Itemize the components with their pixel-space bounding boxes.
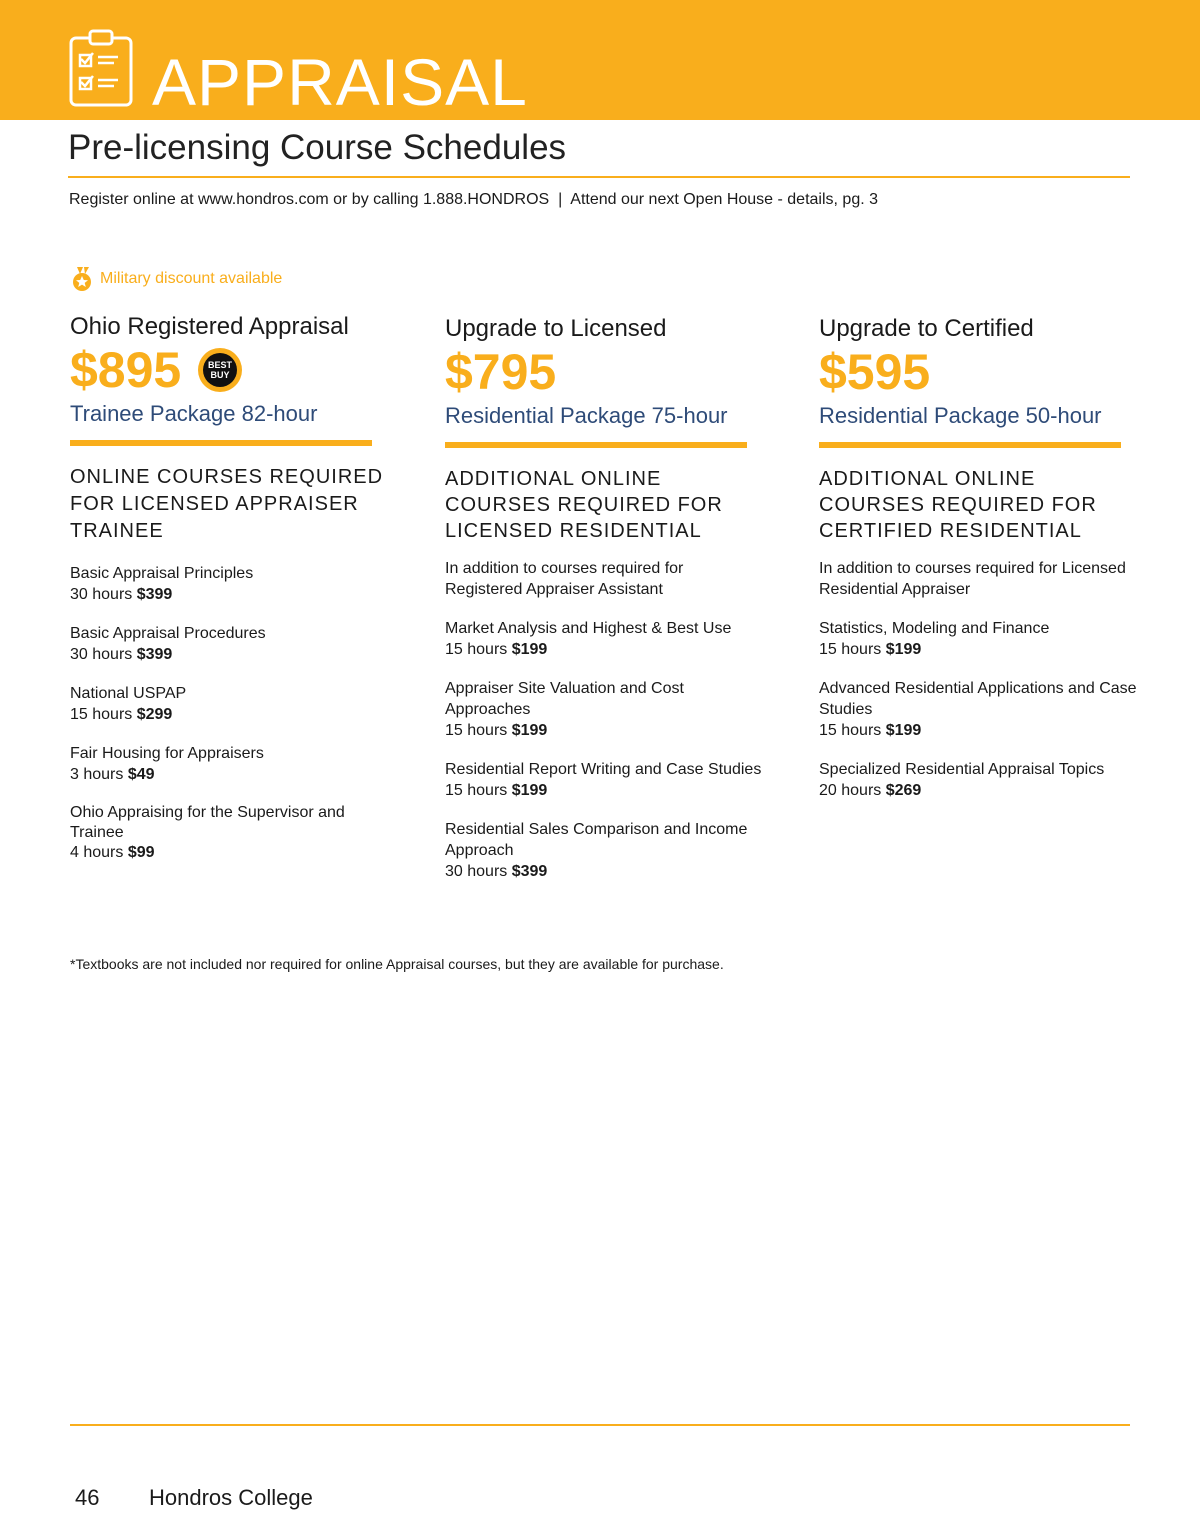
course-price: $399 (511, 863, 548, 880)
page-title: APPRAISAL (152, 45, 528, 119)
course-hours: 15 hours (819, 722, 882, 739)
course-name: Appraiser Site Valuation and Cost Approaches (445, 680, 684, 718)
course-price: $199 (511, 722, 548, 739)
section-subtitle: Pre-licensing Course Schedules (68, 128, 567, 167)
requirements-note: In addition to courses required for Registered Appraiser Assistant (445, 560, 684, 598)
package-column-registered (70, 312, 390, 863)
requirements-note: In addition to courses required for Licensed Residential Appraiser (819, 560, 1126, 598)
course-item (445, 618, 765, 660)
package-title: Ohio Registered Appraisal (70, 313, 349, 340)
divider (68, 176, 1130, 178)
course-hours: 4 hours (70, 844, 124, 861)
course-price: $399 (136, 586, 173, 603)
course-name: Basic Appraisal Principles (70, 565, 254, 582)
best-buy-badge (197, 347, 243, 393)
requirements-heading: ONLINE COURSES REQUIRED FOR LICENSED APPRAISER TRAINEE (70, 466, 384, 542)
clipboard-checklist-icon (68, 28, 134, 108)
package-divider (70, 440, 372, 446)
course-hours: 15 hours (819, 641, 882, 658)
package-divider (819, 442, 1121, 448)
course-name: Specialized Residential Appraisal Topics (819, 761, 1105, 778)
course-name: Advanced Residential Applications and Case Studies (819, 680, 1137, 718)
course-name: National USPAP (70, 685, 187, 702)
price-row (70, 344, 390, 396)
course-price: $269 (885, 782, 922, 799)
price-row (819, 346, 1139, 398)
course-name: Market Analysis and Highest & Best Use (445, 620, 732, 637)
page-number: 46 (75, 1485, 100, 1510)
course-price: $399 (136, 646, 173, 663)
military-badge-icon (70, 266, 94, 292)
course-name: Ohio Appraising for the Supervisor and Trainee (70, 804, 345, 841)
package-column-licensed (445, 314, 765, 882)
footer-college: Hondros College (149, 1485, 313, 1510)
course-hours: 15 hours (445, 641, 508, 658)
price-row (445, 346, 765, 398)
course-item (819, 678, 1139, 741)
package-title: Upgrade to Certified (819, 315, 1034, 342)
package-column-certified (819, 314, 1139, 801)
header-banner (0, 0, 1200, 120)
course-price: $299 (136, 706, 173, 723)
course-item (819, 759, 1139, 801)
course-hours: 15 hours (445, 782, 508, 799)
course-item (70, 743, 390, 785)
course-hours: 30 hours (445, 863, 508, 880)
course-item (445, 678, 765, 741)
course-hours: 3 hours (70, 766, 124, 783)
course-hours: 15 hours (445, 722, 508, 739)
best-buy-line2: BUY (210, 370, 230, 380)
footer-divider (70, 1424, 1130, 1426)
military-discount (70, 266, 282, 292)
course-name: Fair Housing for Appraisers (70, 745, 264, 762)
course-item (70, 623, 390, 665)
package-name: Residential Package 50-hour (819, 403, 1102, 428)
package-name: Trainee Package 82-hour (70, 401, 318, 426)
register-line: Register online at www.hondros.com or by calling 1.888.HONDROS | Attend our next Open House - details, pg. 3 (69, 191, 879, 208)
course-name: Basic Appraisal Procedures (70, 625, 266, 642)
course-hours: 20 hours (819, 782, 882, 799)
course-price: $199 (885, 722, 922, 739)
course-name: Statistics, Modeling and Finance (819, 620, 1050, 637)
best-buy-line1: BEST (208, 360, 233, 370)
course-hours: 30 hours (70, 646, 133, 663)
course-item (70, 683, 390, 725)
package-price: $895 (70, 342, 182, 398)
textbook-footnote: *Textbooks are not included nor required for online Appraisal courses, but they are available for purchase. (70, 956, 724, 972)
requirements-heading: ADDITIONAL ONLINE COURSES REQUIRED FOR CERTIFIED RESIDENTIAL (819, 468, 1097, 542)
military-discount-text: Military discount available (100, 270, 283, 287)
course-price: $199 (511, 782, 548, 799)
package-divider (445, 442, 747, 448)
course-price: $199 (885, 641, 922, 658)
package-name: Residential Package 75-hour (445, 403, 728, 428)
requirements-heading: ADDITIONAL ONLINE COURSES REQUIRED FOR LICENSED RESIDENTIAL (445, 468, 723, 542)
course-price: $99 (127, 844, 155, 861)
course-item (70, 803, 390, 863)
package-title: Upgrade to Licensed (445, 315, 667, 342)
package-price: $795 (445, 344, 557, 400)
course-hours: 30 hours (70, 586, 133, 603)
course-item (445, 819, 765, 882)
course-name: Residential Sales Comparison and Income Approach (445, 821, 748, 859)
course-item (445, 759, 765, 801)
course-item (819, 618, 1139, 660)
course-hours: 15 hours (70, 706, 133, 723)
package-price: $595 (819, 344, 931, 400)
course-price: $49 (127, 766, 155, 783)
course-price: $199 (511, 641, 548, 658)
course-item (70, 563, 390, 605)
course-name: Residential Report Writing and Case Studies (445, 761, 762, 778)
